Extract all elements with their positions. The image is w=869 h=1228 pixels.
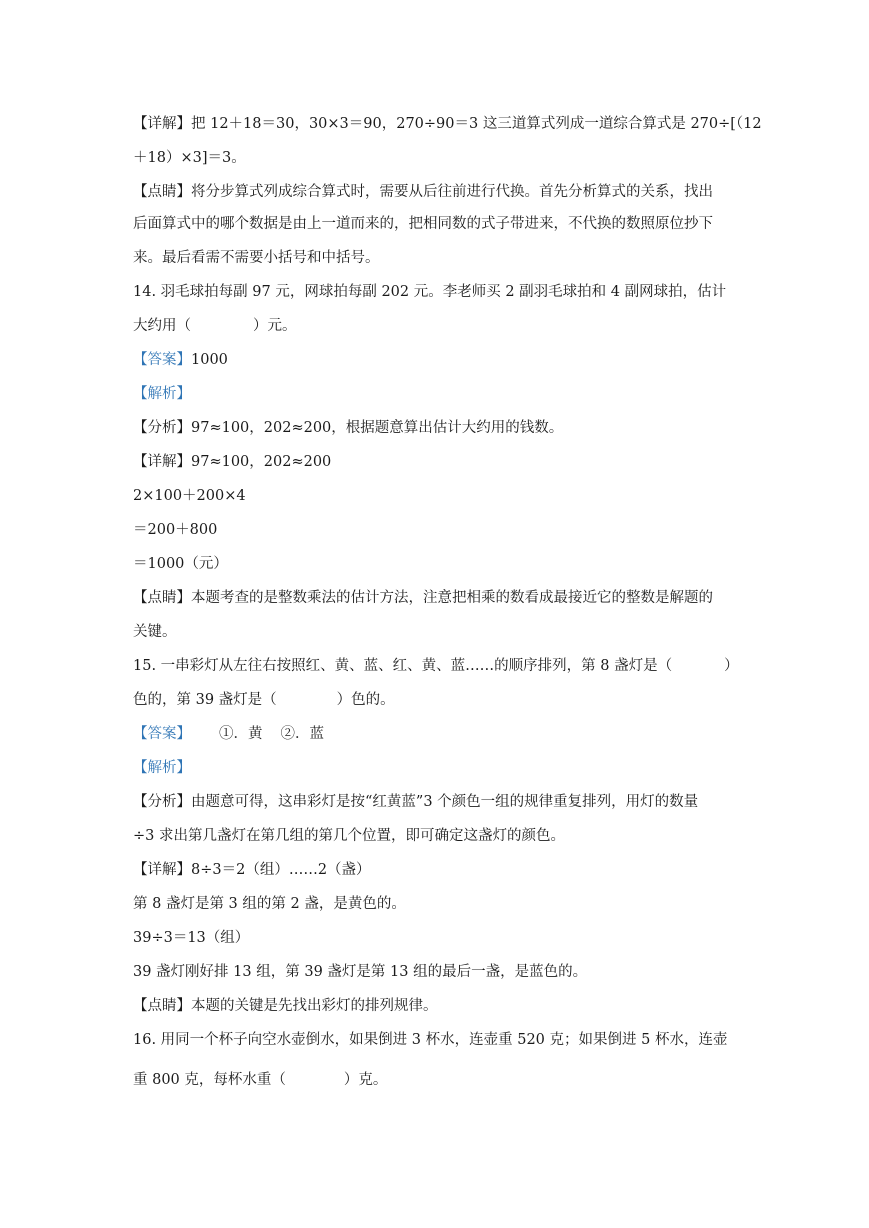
q14-calc-2: ＝200＋800 [133, 522, 218, 538]
q14-stem-prefix: 大约用（ [133, 318, 191, 334]
q14-stem-suffix: ）元。 [253, 318, 297, 334]
q14-comment-line-1: 【点睛】本题考查的是整数乘法的估计方法，注意把相乘的数看成最接近它的整数是解题的 [133, 590, 713, 606]
q13-detail-line-1: 【详解】把 12＋18＝30，30×3＝90，270÷90＝3 这三道算式列成一道综合算式是 270÷[（12 [133, 116, 762, 132]
q16-stem-line-2 [133, 1070, 387, 1090]
q13-comment-line-1: 【点睛】将分步算式列成综合算式时，需要从后往前进行代换。首先分析算式的关系，找出 [133, 184, 713, 200]
q16-stem-suffix: ）克。 [343, 1072, 388, 1088]
q14-analysis: 【分析】97≈100，202≈200，根据题意算出估计大约用的钱数。 [133, 420, 564, 436]
q15-detail: 【详解】8÷3＝2（组）……2（盏） [133, 862, 371, 878]
q15-calc-1: 第 8 盏灯是第 3 组的第 2 盏，是黄色的。 [133, 896, 406, 912]
q15-answer-2: ②．蓝 [280, 726, 324, 742]
q14-answer-tag: 【答案】 [133, 352, 191, 368]
q14-answer-line [133, 350, 228, 370]
q15-stem-mid: 色的，第 39 盏灯是（ [133, 692, 277, 708]
q15-stem-close: ） [724, 658, 739, 674]
q16-stem-line-1: 16. 用同一个杯子向空水壶倒水，如果倒进 3 杯水，连壶重 520 克；如果倒进 5 杯水，连壶 [133, 1032, 728, 1048]
q15-calc-3: 39 盏灯刚好排 13 组，第 39 盏灯是第 13 组的最后一盏，是蓝色的。 [133, 964, 588, 980]
q14-calc-1: 2×100＋200×4 [133, 488, 246, 504]
q14-answer-value: 1000 [191, 352, 228, 368]
q15-analysis-line-2: ÷3 求出第几盏灯在第几组的第几个位置，即可确定这盏灯的颜色。 [133, 828, 565, 844]
q15-stem-prefix: 15. 一串彩灯从左往右按照红、黄、蓝、红、黄、蓝……的顺序排列，第 8 盏灯是（ [133, 658, 673, 674]
q16-stem-prefix: 重 800 克，每杯水重（ [133, 1072, 286, 1088]
q13-comment-line-3: 来。最后看需不需要小括号和中括号。 [133, 250, 380, 266]
q14-calc-3: ＝1000（元） [133, 556, 228, 572]
q13-comment-line-2: 后面算式中的哪个数据是由上一道而来的，把相同数的式子带进来，不代换的数照原位抄下 [133, 216, 713, 232]
q15-comment: 【点睛】本题的关键是先找出彩灯的排列规律。 [133, 998, 438, 1014]
q15-stem-suffix: ）色的。 [336, 692, 395, 708]
q14-comment-line-2: 关键。 [133, 624, 177, 640]
q14-jiexi-tag: 【解析】 [133, 386, 191, 402]
q14-detail: 【详解】97≈100，202≈200 [133, 454, 332, 470]
q13-detail-line-2: ＋18）×3]＝3。 [133, 150, 246, 166]
q15-answer-line [133, 724, 324, 744]
q14-stem-line-1: 14. 羽毛球拍每副 97 元，网球拍每副 202 元。李老师买 2 副羽毛球拍和 4 副网球拍，估计 [133, 284, 727, 300]
q15-calc-2: 39÷3＝13（组） [133, 930, 250, 946]
q15-stem-line-1 [133, 656, 739, 676]
q15-jiexi-tag: 【解析】 [133, 760, 191, 776]
q15-stem-line-2 [133, 690, 395, 710]
q14-stem-line-2 [133, 316, 297, 336]
q15-answer-1: ①．黄 [219, 726, 263, 742]
q15-answer-tag: 【答案】 [133, 726, 191, 742]
q15-analysis-line-1: 【分析】由题意可得，这串彩灯是按“红黄蓝”3 个颜色一组的规律重复排列，用灯的数量 [133, 794, 699, 810]
